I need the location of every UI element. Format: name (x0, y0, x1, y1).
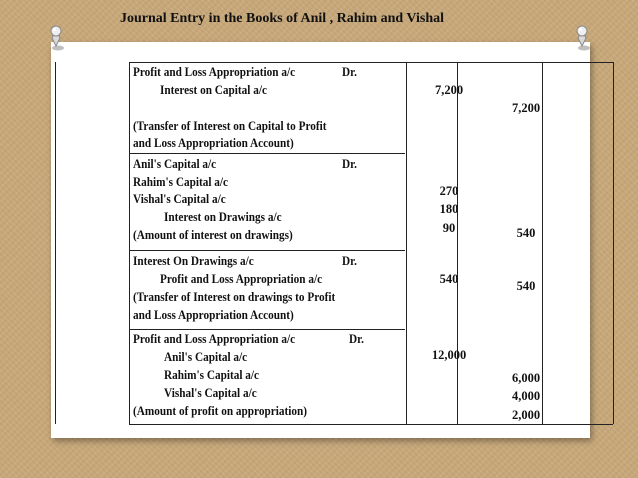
entry-4-credit-account-2: Rahim's Capital a/c (164, 368, 260, 382)
entry-separator (129, 250, 405, 251)
entry-4-narration: (Amount of profit on appropriation) (133, 404, 307, 418)
entry-3-narration-line-2: and Loss Appropriation Account) (133, 308, 294, 322)
entry-4-dr-label: Dr. (349, 332, 364, 346)
entry-3-credit-account: Profit and Loss Appropriation a/c (160, 272, 323, 286)
entry-1-narration-line-2: and Loss Appropriation Account) (133, 136, 294, 150)
entry-4-credit-account-1: Anil's Capital a/c (164, 350, 248, 364)
entry-2-narration: (Amount of interest on drawings) (133, 228, 293, 242)
entry-4-debit-account: Profit and Loss Appropriation a/c (133, 332, 296, 346)
journal-table (55, 62, 562, 424)
entry-2-debit-amount-3: 90 (442, 221, 456, 235)
entry-2-debit-amount-2: 180 (439, 202, 459, 216)
entry-3-dr-label: Dr. (342, 254, 357, 268)
entry-4-credit-amount-1: 6,000 (511, 371, 541, 385)
entry-3-credit-amount: 540 (516, 279, 536, 293)
entry-4-credit-amount-3: 2,000 (511, 408, 541, 422)
entry-1-debit-account: Profit and Loss Appropriation a/c (133, 65, 296, 79)
entry-3-narration-line-1: (Transfer of Interest on drawings to Profit (133, 290, 336, 304)
entry-4-debit-amount: 12,000 (431, 348, 467, 362)
entry-3-debit-account: Interest On Drawings a/c (133, 254, 254, 268)
ledger-folio-column (405, 62, 458, 424)
table-bottom-border (129, 424, 613, 425)
entry-1-credit-amount: 7,200 (511, 101, 541, 115)
entry-2-dr-label: Dr. (342, 157, 357, 171)
entry-2-debit-account-2: Rahim's Capital a/c (133, 175, 229, 189)
entry-1-debit-amount: 7,200 (434, 83, 464, 97)
entry-2-debit-amount-1: 270 (439, 184, 459, 198)
slide-title: Journal Entry in the Books of Anil , Rahim and Vishal (120, 11, 445, 26)
entry-2-credit-amount: 540 (516, 226, 536, 240)
entry-1-dr-label: Dr. (342, 65, 357, 79)
entry-4-credit-amount-2: 4,000 (511, 389, 541, 403)
entry-2-credit-account: Interest on Drawings a/c (164, 210, 282, 224)
journal-paper (51, 42, 590, 438)
pushpin-icon (42, 24, 70, 52)
date-column (56, 62, 129, 424)
entry-2-debit-account-1: Anil's Capital a/c (133, 157, 217, 171)
pushpin-icon (568, 24, 596, 52)
entry-1-narration-line-1: (Transfer of Interest on Capital to Profit (133, 119, 327, 133)
entry-1-credit-account: Interest on Capital a/c (160, 83, 267, 97)
entry-3-debit-amount: 540 (439, 272, 459, 286)
entry-separator (129, 153, 405, 154)
entry-2-debit-account-3: Vishal's Capital a/c (133, 192, 226, 206)
entry-4-credit-account-3: Vishal's Capital a/c (164, 386, 257, 400)
